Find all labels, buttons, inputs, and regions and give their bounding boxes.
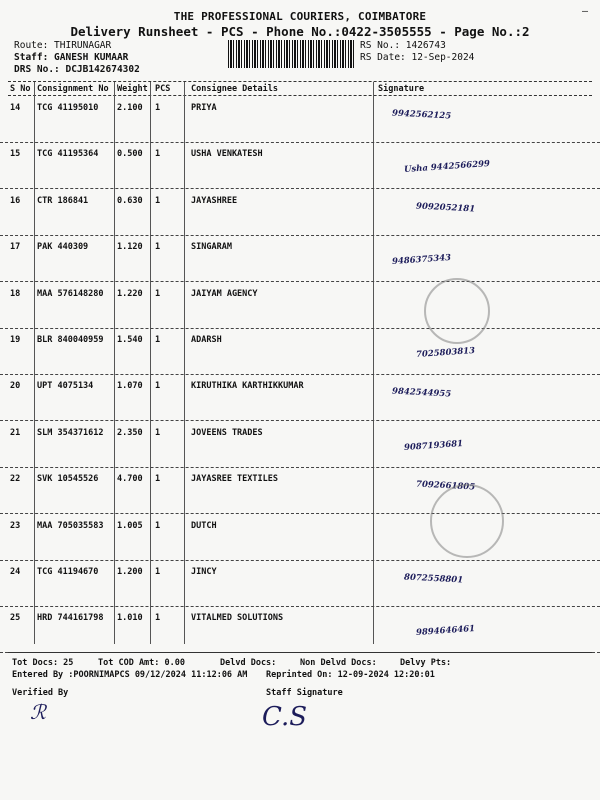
row-weight: 1.070 [117,381,143,392]
row-consignment-no: CTR 186841 [37,195,89,206]
row-pcs: 1 [155,195,161,206]
row-consignment-no: SLM 354371612 [37,427,104,438]
recipient-signature: 8072558801 [403,572,464,586]
table-row [0,142,600,189]
row-pcs: 1 [155,381,161,392]
runsheet-meta-right [360,40,474,64]
row-consignment-no: TCG 41194670 [37,567,99,577]
row-pcs: 1 [155,474,161,485]
row-weight: 0.630 [117,195,143,206]
row-weight: 1.220 [117,288,143,299]
recipient-signature: 7092661805 [415,479,476,493]
recipient-signature: 9842544955 [391,386,452,400]
row-consignment-no: UPT 4075134 [37,381,94,392]
recipient-signature: 9942562125 [391,108,452,122]
row-consignee: KIRUTHIKA KARTHIKKUMAR [191,381,304,392]
row-sno: 14 [10,103,21,113]
col-weight: Weight [117,84,148,94]
row-pcs: 1 [155,242,161,253]
row-sno: 24 [10,567,21,577]
table-row [0,328,600,375]
row-consignment-no: HRD 744161798 [37,613,104,624]
non-delivered-docs: Non Delvd Docs: [300,658,377,668]
entered-by: Entered By :POORNIMAPCS 09/12/2024 11:12:06 AM [12,670,248,680]
runsheet-subtitle: Delivery Runsheet - PCS - Phone No.:0422-3505555 - Page No.:2 [70,24,530,39]
row-pcs: 1 [155,567,161,577]
drs-label: DRS No.: DCJB142674302 [14,64,140,75]
route-label: Route: THIRUNAGAR [14,40,112,51]
row-pcs: 1 [155,335,161,345]
row-consignee: JAYASHREE [191,195,238,206]
row-consignment-no: MAA 576148280 [37,288,104,299]
table-row [0,235,600,282]
row-pcs: 1 [155,427,161,438]
recipient-signature: 7025803813 [415,345,476,361]
row-pcs: 1 [155,613,161,624]
row-pcs: 1 [155,288,161,299]
row-sno: 17 [10,242,21,253]
table-header [0,82,600,96]
row-consignee: JINCY [191,567,217,577]
company-title: THE PROFESSIONAL COURIERS, COIMBATORE [173,10,427,23]
row-consignee: SINGARAM [191,242,232,253]
staff-signature-label: Staff Signature [266,688,343,698]
row-sno: 22 [10,474,21,485]
row-weight: 2.100 [117,103,143,113]
recipient-signature: 9087193681 [403,438,464,453]
col-consignment: Consignment No [37,84,109,94]
row-consignee: JAYASREE TEXTILES [191,474,278,485]
table-row [0,606,600,653]
row-weight: 1.005 [117,520,143,531]
row-consignee: JAIYAM AGENCY [191,288,258,299]
col-consignee: Consignee Details [191,84,278,94]
row-consignment-no: TCG 41195010 [37,103,99,113]
rs-date: RS Date: 12-Sep-2024 [360,52,475,63]
row-weight: 0.500 [117,149,143,160]
company-seal-stamp [424,278,490,344]
table-row [0,560,600,607]
row-weight: 2.350 [117,427,143,438]
row-consignment-no: SVK 10545526 [37,474,99,485]
verifier-initials-mark: ℛ [30,700,46,724]
delivery-points: Delvy Pts: [400,658,452,668]
corner-mark: – [581,6,588,17]
row-weight: 1.010 [117,613,143,624]
total-docs: Tot Docs: 25 [12,658,74,668]
row-pcs: 1 [155,103,161,113]
row-consignment-no: MAA 705035583 [37,520,104,531]
row-sno: 16 [10,195,21,206]
row-consignee: USHA VENKATESH [191,149,263,160]
table-row [0,96,600,143]
row-sno: 25 [10,613,21,624]
row-weight: 1.200 [117,567,143,577]
row-weight: 1.540 [117,335,143,345]
table-row [0,467,600,514]
col-signature: Signature [378,84,425,94]
recipient-signature: 9486375343 [391,253,452,268]
table-row [0,282,600,329]
rs-number: RS No.: 1426743 [360,40,446,51]
row-sno: 15 [10,149,21,160]
row-sno: 18 [10,288,21,299]
row-consignee: VITALMED SOLUTIONS [191,613,284,624]
row-consignee: DUTCH [191,520,217,531]
recipient-signature: Usha 9442566299 [403,159,491,176]
row-pcs: 1 [155,520,161,531]
table-row [0,421,600,468]
table-row [0,189,600,236]
runsheet-meta-left [14,40,140,76]
row-consignment-no: TCG 41195364 [37,149,99,160]
barcode-image [228,40,356,68]
row-weight: 1.120 [117,242,143,253]
staff-label: Staff: GANESH KUMAAR [14,52,129,63]
total-cod-amount: Tot COD Amt: 0.00 [98,658,185,668]
row-sno: 23 [10,520,21,531]
row-sno: 19 [10,335,21,345]
row-pcs: 1 [155,149,161,160]
row-consignee: ADARSH [191,335,222,345]
verified-by-label: Verified By [12,688,69,698]
row-sno: 21 [10,427,21,438]
row-consignee: JOVEENS TRADES [191,427,263,438]
row-sno: 20 [10,381,21,392]
footer-rule [8,652,592,653]
recipient-signature: 9092052181 [415,201,476,215]
col-sno: S No [10,84,31,94]
staff-signature-mark: C.S [262,702,308,732]
col-pcs: PCS [155,84,171,94]
table-row [0,514,600,561]
recipient-signature: 9894646461 [415,624,476,639]
row-consignee: PRIYA [191,103,217,113]
delivered-docs: Delvd Docs: [220,658,277,668]
reprinted-on: Reprinted On: 12-09-2024 12:20:01 [266,670,435,680]
table-row [0,374,600,421]
row-consignment-no: PAK 440309 [37,242,89,253]
row-weight: 4.700 [117,474,143,485]
company-seal-stamp [430,484,504,558]
row-consignment-no: BLR 840040959 [37,335,104,345]
